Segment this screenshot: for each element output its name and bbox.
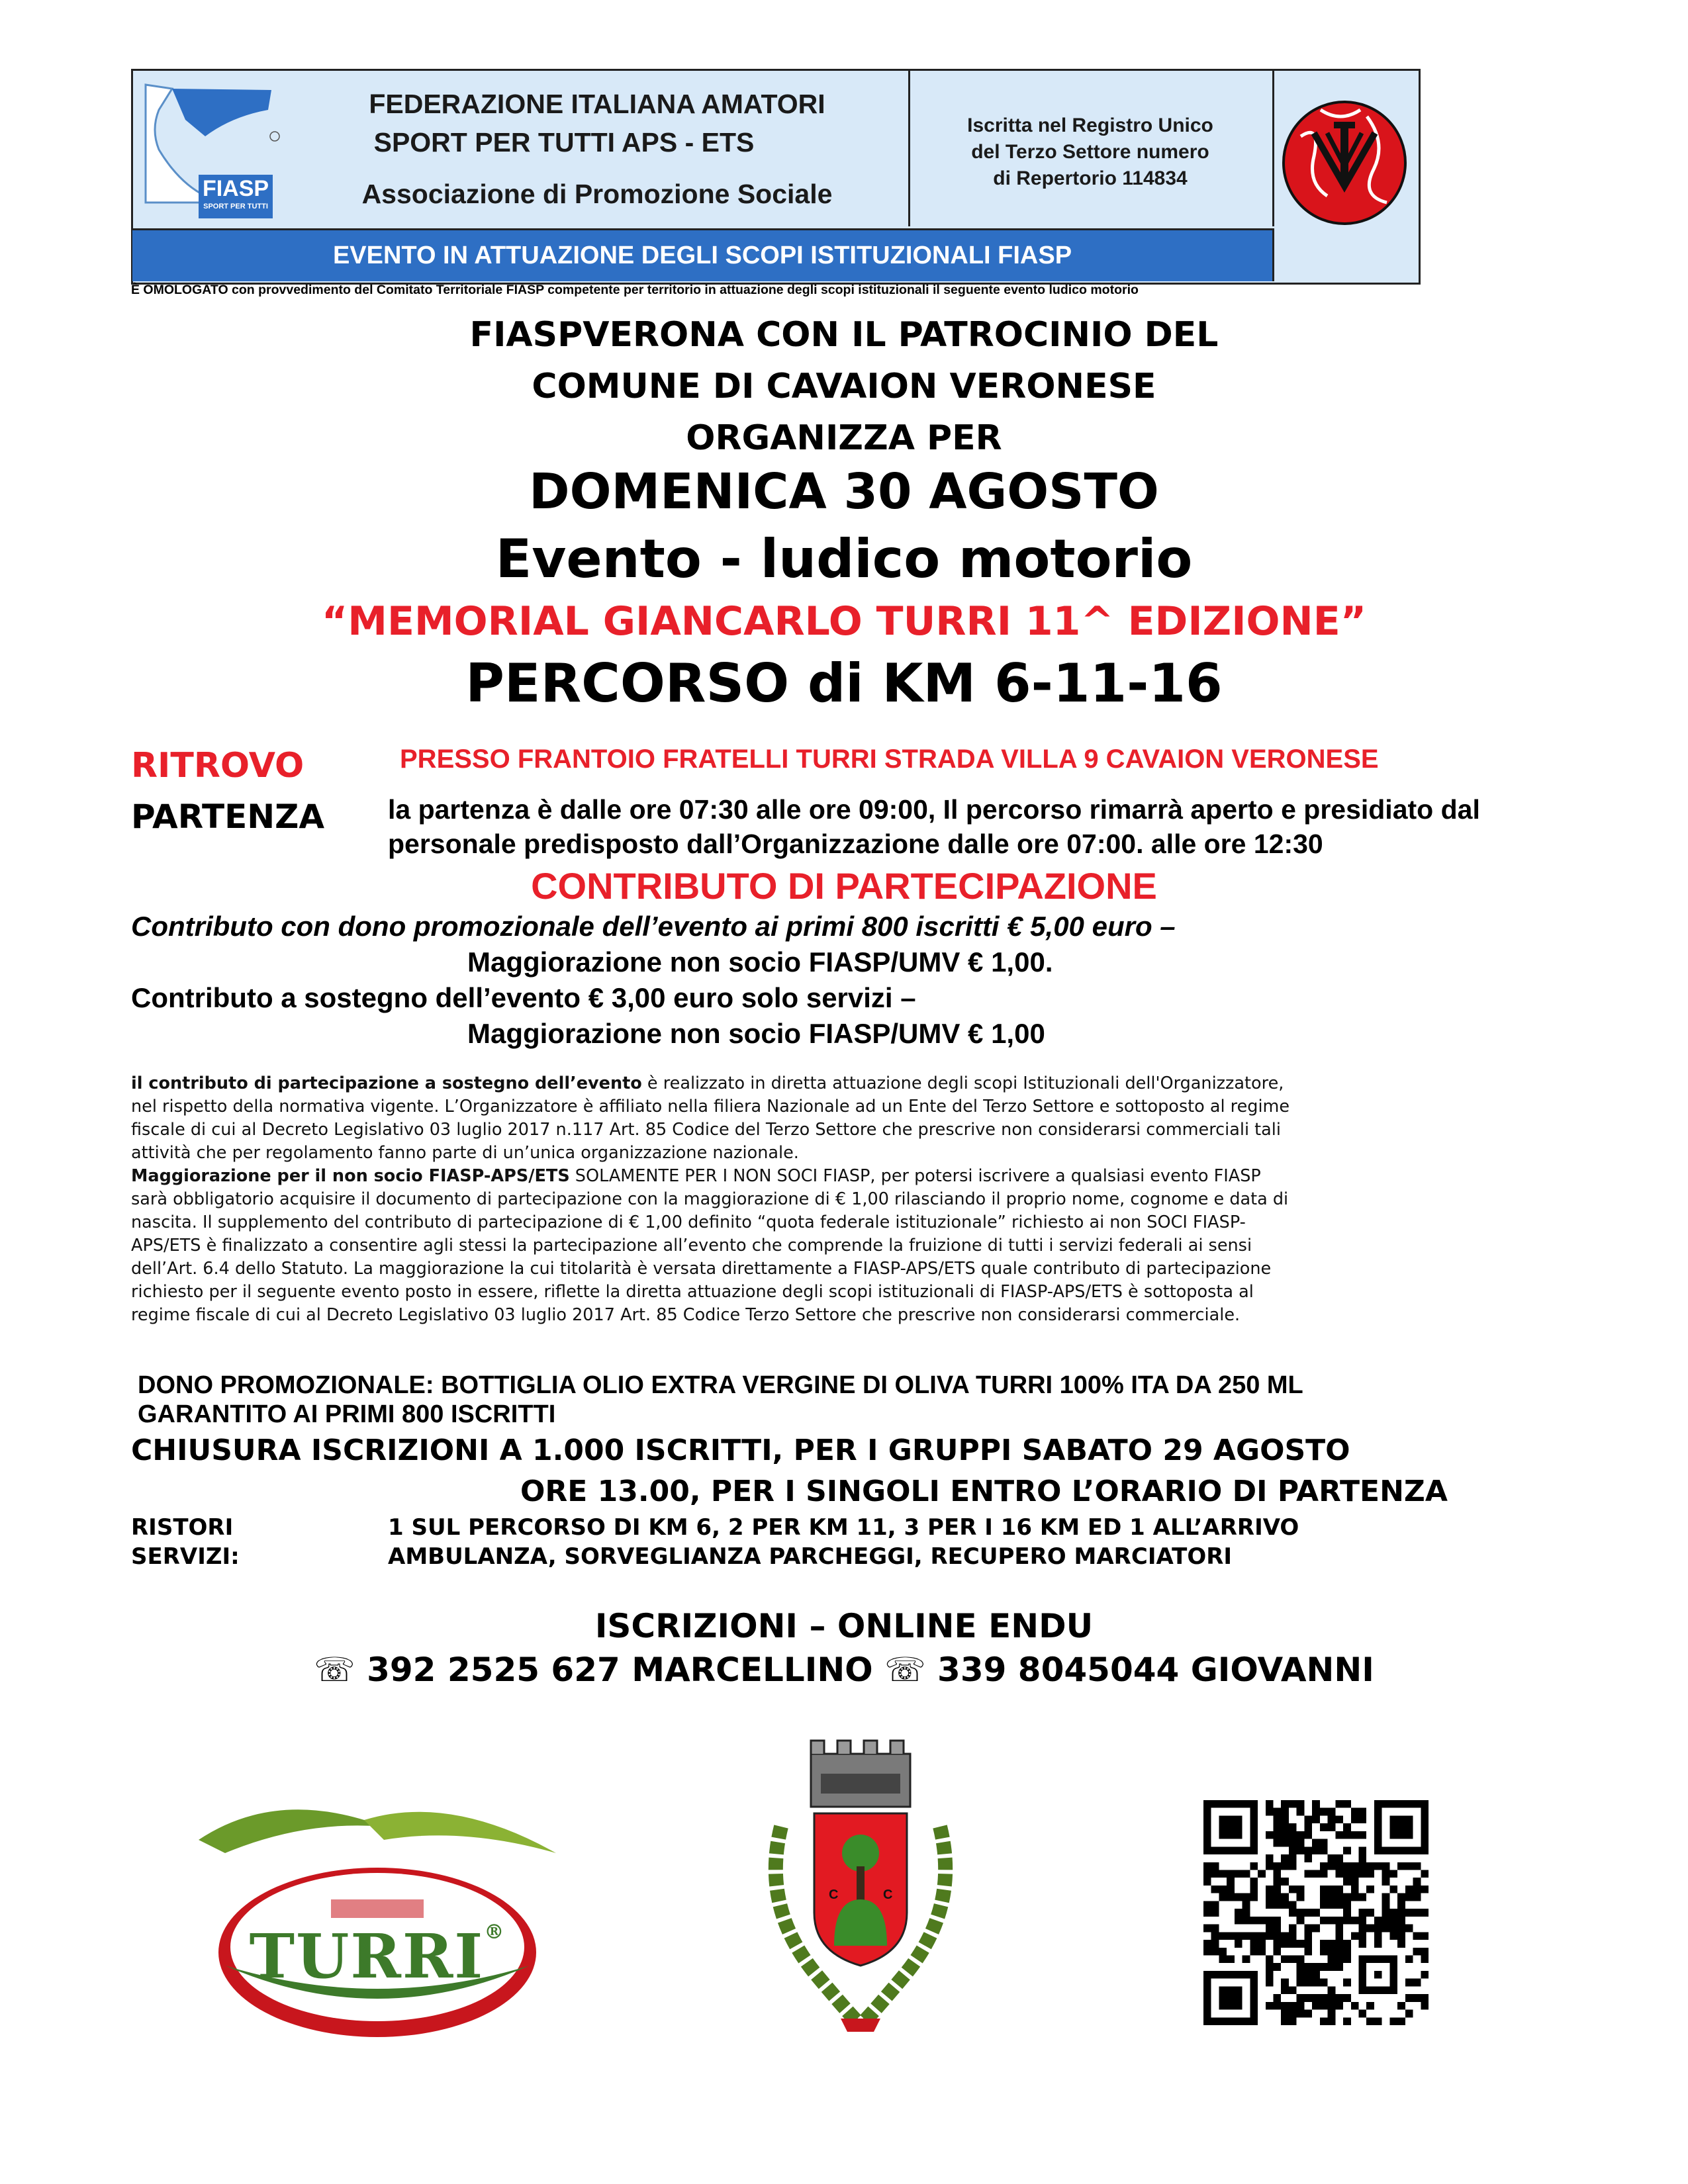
fiasp-logo bbox=[132, 70, 286, 226]
iscrizioni-contacts: ☏ 392 2525 627 MARCELLINO ☏ 339 8045044 GIOVANNI bbox=[314, 1651, 1374, 1689]
ritrovo-location: PRESSO FRANTOIO FRATELLI TURRI STRADA VILLA 9 CAVAION VERONESE bbox=[400, 745, 1379, 774]
cavaion-crest-icon bbox=[741, 1734, 980, 2045]
memorial-title: “MEMORIAL GIANCARLO TURRI 11^ EDIZIONE” bbox=[321, 598, 1367, 645]
registry-line-2: del Terzo Settore numero bbox=[971, 141, 1209, 163]
turri-registered-mark: ® bbox=[484, 1921, 506, 1944]
turri-wordmark: TURRI bbox=[249, 1921, 485, 1992]
institutional-banner: EVENTO IN ATTUAZIONE DEGLI SCOPI ISTITUZIONALI FIASP bbox=[132, 228, 1274, 281]
legal-p2-l2: sarà obbligatorio acquisire il documento di partecipazione con la maggiorazione di € 1,00 rilasciando il proprio nome, cognome e data di bbox=[131, 1189, 1289, 1209]
chiusura-line-2: ORE 13.00, PER I SINGOLI ENTRO L’ORARIO DI PARTENZA bbox=[520, 1475, 1448, 1508]
legal-p2-l7: regime fiscale di cui al Decreto Legislativo 03 luglio 2017 Art. 85 Codice Terzo Settore che prescrive non considerarsi commerciale. bbox=[131, 1305, 1241, 1325]
dono-line-2: GARANTITO AI PRIMI 800 ISCRITTI bbox=[138, 1400, 556, 1428]
legal-p2-l4: APS/ETS è finalizzato a consentire agli stessi la partecipazione all’evento che comprende la fruizione di tutti i servizi federali ai sensi bbox=[131, 1236, 1252, 1255]
organizer-line-3: ORGANIZZA PER bbox=[686, 418, 1002, 458]
legal-p2-bold: Maggiorazione per il non socio FIASP-APS/ETS bbox=[131, 1166, 570, 1186]
contributo-line-3: Contributo a sostegno dell’evento € 3,00 euro solo servizi – bbox=[131, 982, 916, 1013]
ristori-label: RISTORI bbox=[131, 1514, 234, 1541]
crest-letter-left: C bbox=[829, 1888, 839, 1902]
ivv-seal-icon bbox=[1274, 70, 1415, 279]
federation-line-3: Associazione di Promozione Sociale bbox=[361, 179, 833, 209]
event-type: Evento - ludico motorio bbox=[495, 528, 1193, 590]
qr-code-icon[interactable] bbox=[1203, 1800, 1429, 2025]
organizer-line-2: COMUNE DI CAVAION VERONESE bbox=[532, 367, 1156, 406]
legal-p1-bold: il contributo di partecipazione a sostegno dell’evento bbox=[131, 1073, 642, 1093]
contributo-line-4: Maggiorazione non socio FIASP/UMV € 1,00 bbox=[467, 1018, 1045, 1049]
registry-line-1: Iscritta nel Registro Unico bbox=[967, 114, 1213, 136]
servizi-text: AMBULANZA, SORVEGLIANZA PARCHEGGI, RECUPERO MARCIATORI bbox=[388, 1543, 1233, 1570]
crest-letter-right: C bbox=[883, 1888, 893, 1902]
partenza-line-2: personale predisposto dall’Organizzazione dalle ore 07:00. alle ore 12:30 bbox=[388, 829, 1323, 859]
legal-p1-l2: nel rispetto della normativa vigente. L’Organizzatore è affiliato nella filiera Nazionale ad un Ente del Terzo Settore e sottoposto al regime bbox=[131, 1097, 1290, 1116]
legal-p2-l6: richiesto per il seguente evento posto in essere, riflette la diretta attuazione degli scopi istituzionali di FIASP-APS/ETS è sottoposta al bbox=[131, 1282, 1254, 1302]
registry-panel bbox=[908, 70, 1274, 226]
ritrovo-label: RITROVO bbox=[131, 746, 305, 786]
route-distances: PERCORSO di KM 6-11-16 bbox=[465, 653, 1223, 714]
contributo-title: CONTRIBUTO DI PARTECIPAZIONE bbox=[531, 865, 1157, 907]
partenza-label: PARTENZA bbox=[131, 797, 325, 836]
ristori-text: 1 SUL PERCORSO DI KM 6, 2 PER KM 11, 3 PER I 16 KM ED 1 ALL’ARRIVO bbox=[388, 1514, 1299, 1541]
dono-line-1: DONO PROMOZIONALE: BOTTIGLIA OLIO EXTRA VERGINE DI OLIVA TURRI 100% ITA DA 250 ML bbox=[138, 1371, 1303, 1399]
organizer-line-1: FIASPVERONA CON IL PATROCINIO DEL bbox=[469, 315, 1219, 355]
legal-p1-l1: è realizzato in diretta attuazione degli scopi Istituzionali dell'Organizzatore, bbox=[641, 1073, 1284, 1093]
legal-p2-l3: nascita. Il supplemento del contributo di partecipazione di € 1,00 definito “quota federale istituzionale” richiesto ai non SOCI FIASP- bbox=[131, 1212, 1246, 1232]
contributo-line-2: Maggiorazione non socio FIASP/UMV € 1,00. bbox=[467, 946, 1053, 978]
legal-p2-l5: dell’Art. 6.4 dello Statuto. La maggiorazione la cui titolarità è versata direttamente a FIASP-APS/ETS quale contributo di partecipazione bbox=[131, 1259, 1272, 1279]
federation-line-1: FEDERAZIONE ITALIANA AMATORI bbox=[369, 89, 825, 119]
registry-line-3: di Repertorio 114834 bbox=[993, 167, 1188, 189]
partenza-line-1: la partenza è dalle ore 07:30 alle ore 09:00, Il percorso rimarrà aperto e presidiato dal bbox=[388, 794, 1480, 825]
turri-logo bbox=[185, 1800, 556, 2038]
contributo-line-1: Contributo con dono promozionale dell’evento ai primi 800 iscritti € 5,00 euro – bbox=[131, 911, 1176, 942]
fiasp-logo-sub: SPORT PER TUTTI bbox=[203, 203, 268, 210]
legal-p2-l1: SOLAMENTE PER I NON SOCI FIASP, per potersi iscrivere a qualsiasi evento FIASP bbox=[569, 1166, 1261, 1186]
servizi-label: SERVIZI: bbox=[131, 1543, 240, 1570]
legal-p1-l4: attività che per regolamento fanno parte di un’unica organizzazione nazionale. bbox=[131, 1143, 799, 1163]
chiusura-line-1: CHIUSURA ISCRIZIONI A 1.000 ISCRITTI, PER I GRUPPI SABATO 29 AGOSTO bbox=[131, 1433, 1350, 1467]
federation-panel bbox=[286, 70, 910, 226]
event-date: DOMENICA 30 AGOSTO bbox=[529, 463, 1159, 520]
legal-paragraph-1 bbox=[131, 1072, 1554, 1327]
homologation-note: È OMOLOGATO con provvedimento del Comitato Territoriale FIASP competente per territorio in attuazione degli scopi istituzionali il seguente evento ludico motorio bbox=[131, 283, 1139, 297]
turri-logo-text bbox=[218, 1921, 536, 1992]
iscrizioni-title: ISCRIZIONI – ONLINE ENDU bbox=[594, 1607, 1094, 1645]
fiasp-logo-text: FIASP bbox=[202, 176, 269, 201]
legal-p1-l3: fiscale di cui al Decreto Legislativo 03 luglio 2017 n.117 Art. 85 Codice del Terzo Settore che prescrive non considerarsi commerciali tali bbox=[131, 1120, 1281, 1140]
federation-line-2: SPORT PER TUTTI APS - ETS bbox=[373, 127, 755, 158]
